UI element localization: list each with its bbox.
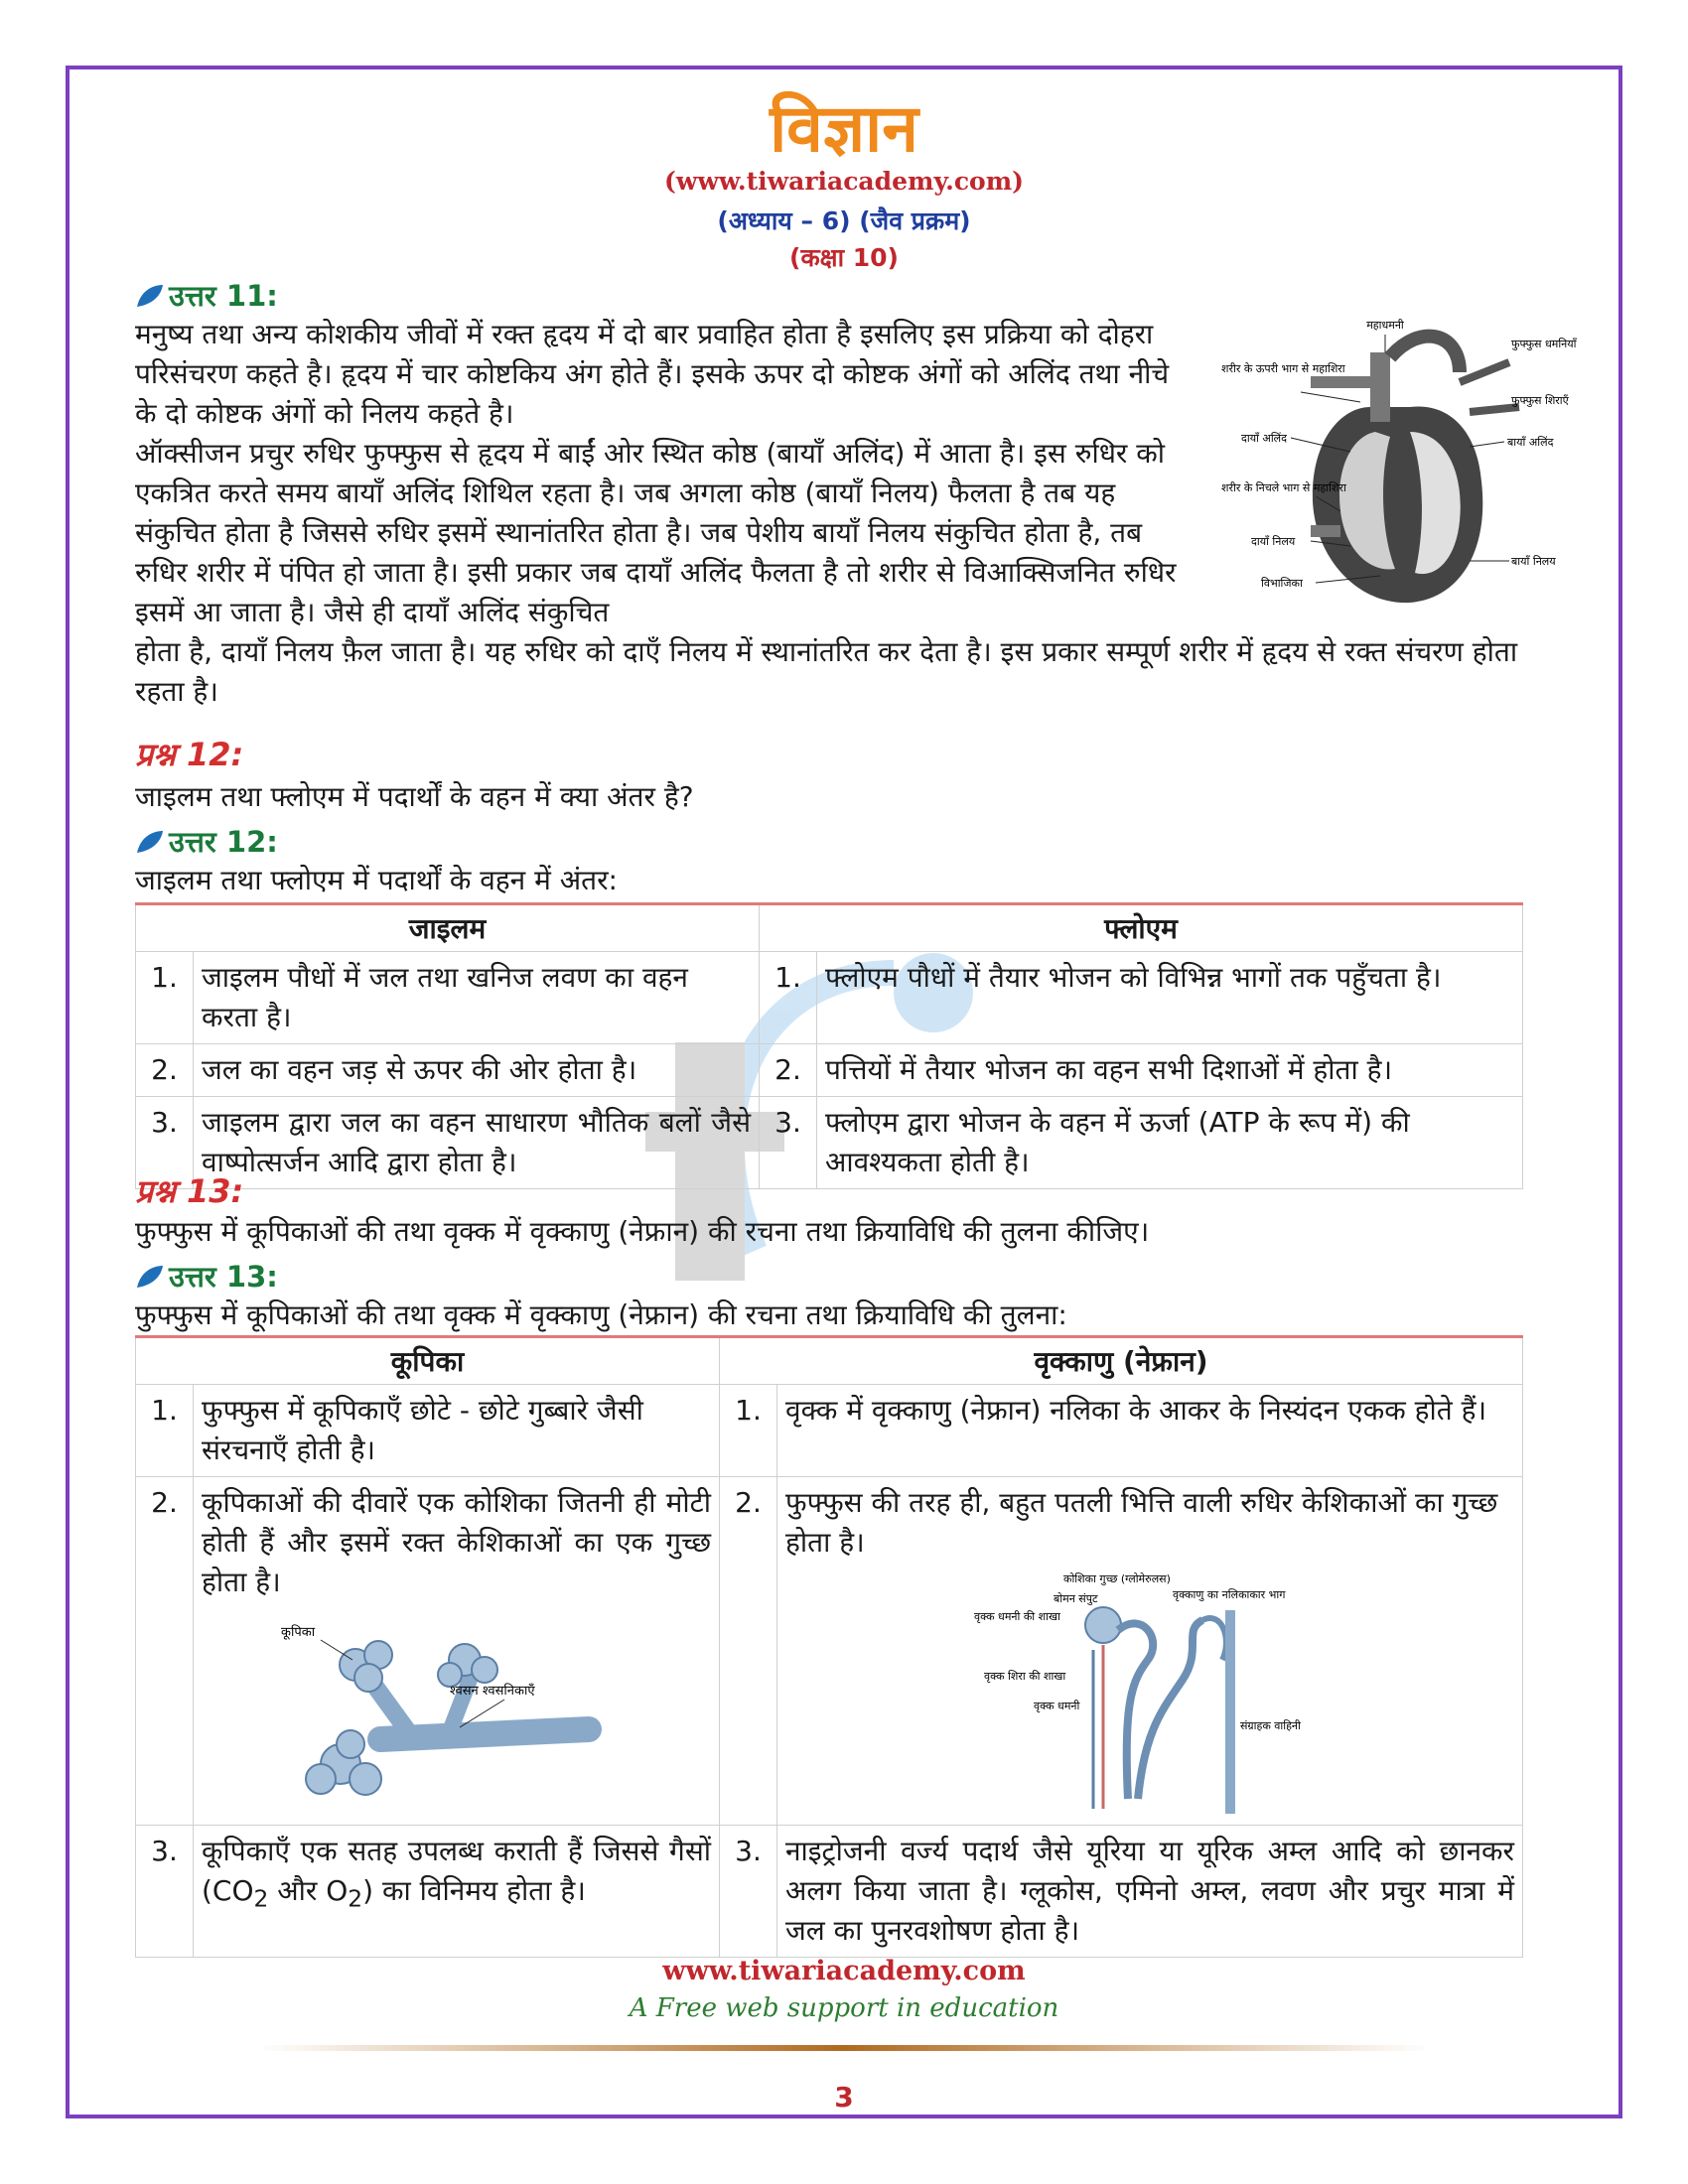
label-septum: विभाजिका [1261, 577, 1303, 590]
label-right-atrium: दायाँ अलिंद [1241, 432, 1287, 445]
page-title: विज्ञान [770, 90, 918, 167]
chapter-label: (अध्याय – 6) (जैव प्रक्रम) [717, 206, 971, 235]
answer-13-heading: उत्तर 13: [135, 1257, 1555, 1296]
footer-site-link[interactable]: www.tiwariacademy.com [662, 1956, 1026, 1986]
answer-11-heading: उत्तर 11: [135, 276, 1555, 315]
alveoli-diagram [261, 1620, 599, 1809]
answer-11-text-end: होता है, दायाँ निलय फ़ैल जाता है। यह रुधिर को दाएँ निलय में स्थानांतरित कर देता है। इस प्रकार सम्पूर्ण शरीर में हृदय से रक्त संचरण होता रहता है। [135, 635, 1518, 708]
leaf-icon [135, 829, 165, 855]
label-left-ventricle: बायाँ निलय [1511, 555, 1556, 568]
footer-divider [258, 2045, 1430, 2051]
answer-12 [135, 822, 1555, 1189]
table-row: 3. कूपिकाएँ एक सतह उपलब्ध कराती हैं जिससे गैसों ($CO_2$ और $O_2$) का विनिमय होता है। 3. नाइट्रोजनी वर्ज्य पदार्थ जैसे यूरिया या यूरिक अम्ल आदि को छानकर अलग किया जाता है। ग्लूकोस, एमिनो अम्ल, लवण और प्रचुर मात्रा में जल का पुनरवशोषण होता है। [136, 1826, 1523, 1958]
question-13-heading: प्रश्न 13: [135, 1172, 244, 1210]
table-row: 1. फुफ्फुस में कूपिकाएँ छोटे - छोटे गुब्बारे जैसी संरचनाएँ होती है। 1. वृक्क में वृक्काणु (नेफ्रान) नलिका के आकर के निस्यंदन एकक होते हैं। [136, 1385, 1523, 1477]
leaf-icon [135, 1264, 165, 1290]
label-tubule: वृक्काणु का नलिकाकार भाग [1173, 1588, 1286, 1601]
label-glomerulus: कोशिका गुच्छ (ग्लोमेरुलस) [1063, 1572, 1171, 1585]
col-header-xylem: जाइलम [136, 904, 760, 952]
question-13 [135, 1169, 1555, 1252]
label-pulmonary-vein: फुफ्फुस शिराएँ [1511, 394, 1569, 407]
label-right-ventricle: दायाँ निलय [1251, 535, 1296, 548]
col-header-alveolus: कूपिका [136, 1337, 720, 1385]
answer-12-intro: जाइलम तथा फ्लोएम में पदार्थों के वहन में अंतर: [135, 864, 618, 896]
label-pulmonary-artery: फुफ्फुस धमनियाँ [1511, 338, 1577, 350]
label-left-atrium: बायाँ अलिंद [1507, 436, 1554, 449]
label-bronchiole: श्वसन श्वसनिकाएँ [450, 1684, 535, 1699]
table-row: 1. जाइलम पौधों में जल तथा खनिज लवण का वहन करता है। 1. फ्लोएम पौधों में तैयार भोजन को विभिन्न भागों तक पहुँचता है। [136, 952, 1523, 1044]
page-number: 3 [834, 2081, 854, 2114]
nephron-diagram [974, 1570, 1312, 1819]
leaf-icon [135, 283, 165, 309]
label-artery-branch: वृक्क धमनी की शाखा [974, 1610, 1060, 1623]
question-12-text: जाइलम तथा फ्लोएम में पदार्थों के वहन में क्या अंतर है? [135, 780, 694, 813]
label-alveolus: कूपिका [281, 1625, 316, 1640]
table-row: 2. जल का वहन जड़ से ऊपर की ओर होता है। 2. पत्तियों में तैयार भोजन का वहन सभी दिशाओं में होता है। [136, 1044, 1523, 1097]
label-aorta: महाधमनी [1366, 319, 1404, 332]
question-13-text: फुफ्फुस में कूपिकाओं की तथा वृक्क में वृक्काणु (नेफ्रान) की रचना तथा क्रियाविधि की तुलना कीजिए। [135, 1215, 1150, 1248]
question-12-heading: प्रश्न 12: [135, 736, 244, 773]
table-row: 2. कूपिकाओं की दीवारें एक कोशिका जितनी ही मोटी होती हैं और इसमें रक्त केशिकाओं का एक गुच्छ होता है। कूपिका श्वसन श्वसनिकाएँ 2. फुफ्फुस की तरह ही, बहुत पतली भित्ति वाली रुधिर केशिकाओं का गुच्छ होता है। कोशिका गुच्छ (ग्लोमेरुलस) बोमन संपुट वृक्काणु का नलिकाकार भाग वृक्क धमनी की शाखा वृक्क शिरा की शाखा वृक्क धमनी संग्राहक वाहिनी [136, 1477, 1523, 1826]
label-collecting-duct: संग्राहक वाहिनी [1240, 1719, 1301, 1732]
class-label: (कक्षा 10) [789, 243, 899, 272]
answer-13-intro: फुफ्फुस में कूपिकाओं की तथा वृक्क में वृक्काणु (नेफ्रान) की रचना तथा क्रियाविधि की तुलना: [135, 1298, 1067, 1331]
table-row: 3. जाइलम द्वारा जल का वहन साधारण भौतिक बलों जैसे वाष्पोत्सर्जन आदि द्वारा होता है। 3. फ्लोएम द्वारा भोजन के वहन में ऊर्जा (ATP के रूप में) की आवश्यकता होती है। [136, 1097, 1523, 1189]
footer-tagline: A Free web support in education [629, 1993, 1059, 2023]
label-lower-vena-cava: शरीर के निचले भाग से महाशिरा [1221, 481, 1346, 494]
answer-12-heading: उत्तर 12: [135, 822, 1555, 861]
answer-13 [135, 1257, 1555, 1958]
label-upper-vena-cava: शरीर के ऊपरी भाग से महाशिरा [1221, 362, 1345, 375]
question-12 [135, 733, 1555, 817]
answer-11-text: मनुष्य तथा अन्य कोशकीय जीवों में रक्त हृदय में दो बार प्रवाहित होता है इसलिए इस प्रक्रिया को दोहरा परिसंचरण कहते है। हृदय में चार कोष्टकिय अंग होते हैं। इसके ऊपर दो कोष्टक अंगों को अलिंद तथा नीचे के दो कोष्टक अंगों को निलय कहते है। ऑक्सीजन प्रचुर रुधिर फुफ्फुस से हृदय में बाईं ओर स्थित कोष्ठ (बायाँ अलिंद) में आता है। इस रुधिर को एकत्रित करते समय बायाँ अलिंद शिथिल रहता है। जब अगला कोष्ठ (बायाँ निलय) फैलता है तब यह संकुचित होता है जिससे रुधिर इसमें स्थानांतरित होता है। जब पेशीय बायाँ निलय संकुचित होता है, तब रुधिर शरीर में पंपित हो जाता है। इसी प्रकार जब दायाँ अलिंद फैलता है तो शरीर से विआक्सिजनित रुधिर इसमें आ जाता है। जैसे ही दायाँ अलिंद संकुचित [135, 318, 1177, 628]
label-vein-branch: वृक्क शिरा की शाखा [984, 1670, 1066, 1683]
col-header-phloem: फ्लोएम [760, 904, 1523, 952]
label-renal-artery: वृक्क धमनी [1034, 1700, 1080, 1712]
col-header-nephron: वृक्काणु (नेफ्रान) [720, 1337, 1523, 1385]
heart-diagram [1221, 313, 1577, 615]
header-site[interactable]: (www.tiwariacademy.com) [663, 167, 1024, 196]
alveoli-nephron-table [135, 1335, 1523, 1958]
label-bowman-capsule: बोमन संपुट [1054, 1592, 1098, 1605]
xylem-phloem-table [135, 902, 1523, 1189]
